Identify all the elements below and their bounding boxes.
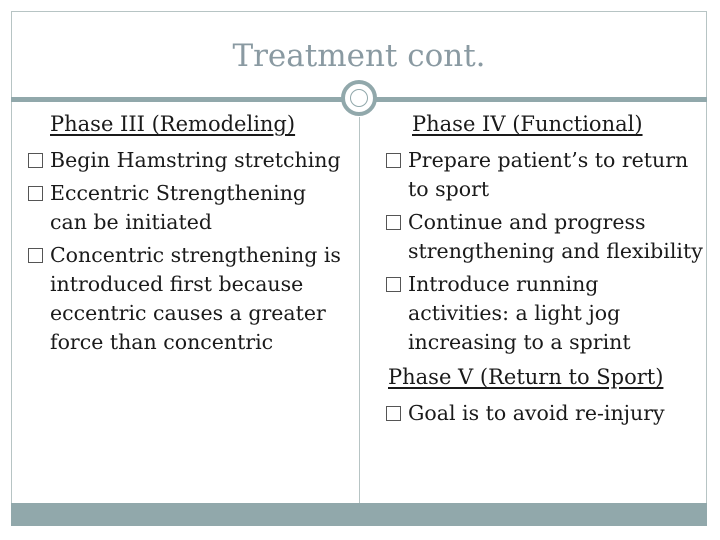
left-column xyxy=(26,112,346,361)
phase-iii-list xyxy=(26,146,346,357)
phase-iv-heading: Phase IV (Functional) xyxy=(412,112,643,136)
list-item xyxy=(26,179,346,237)
list-item xyxy=(26,146,346,175)
list-item-text: Concentric strengthening is introduced first because eccentric causes a greater force than concentric xyxy=(50,243,341,354)
footer-bar xyxy=(11,503,707,526)
list-item-text: Begin Hamstring stretching xyxy=(50,148,341,172)
list-item xyxy=(384,399,704,428)
right-column xyxy=(384,112,704,432)
column-divider xyxy=(359,117,360,503)
square-bullet-icon xyxy=(386,406,401,421)
square-bullet-icon xyxy=(386,153,401,168)
list-item-text: Continue and progress strengthening and flexibility xyxy=(408,210,703,263)
square-bullet-icon xyxy=(28,248,43,263)
divider-circle-ornament xyxy=(341,80,377,116)
list-item-text: Goal is to avoid re-injury xyxy=(408,401,665,425)
slide-title: Treatment cont. xyxy=(232,38,486,74)
square-bullet-icon xyxy=(386,215,401,230)
list-item xyxy=(26,241,346,357)
phase-iv-list xyxy=(384,146,704,357)
list-item xyxy=(384,270,704,357)
phase-iii-heading: Phase III (Remodeling) xyxy=(50,112,296,136)
phase-v-heading: Phase V (Return to Sport) xyxy=(388,365,664,389)
square-bullet-icon xyxy=(386,277,401,292)
square-bullet-icon xyxy=(28,153,43,168)
list-item-text: Eccentric Strengthening can be initiated xyxy=(50,181,307,234)
list-item-text: Prepare patient’s to return to sport xyxy=(408,148,689,201)
list-item-text: Introduce running activities: a light jog increasing to a sprint xyxy=(408,272,631,354)
phase-v-list xyxy=(384,399,704,428)
list-item xyxy=(384,146,704,204)
square-bullet-icon xyxy=(28,186,43,201)
list-item xyxy=(384,208,704,266)
